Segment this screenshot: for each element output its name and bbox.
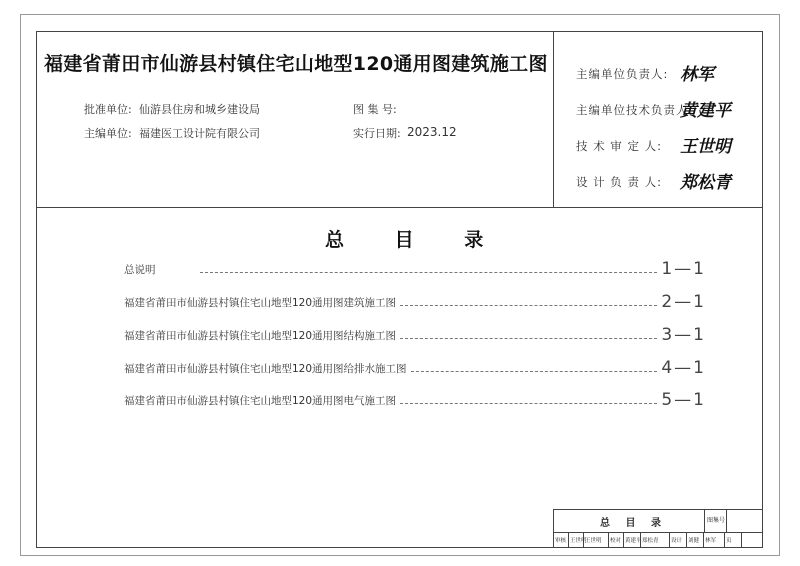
toc-item-text: 总说明 <box>124 263 156 276</box>
title-block-divider <box>704 510 705 532</box>
title-block-cell: 设计 <box>670 532 687 548</box>
toc-heading: 总 目 录 <box>325 229 506 251</box>
signature-divider <box>553 31 554 207</box>
title-block-cell: 页 <box>725 532 742 548</box>
editor-label: 主编单位: <box>84 127 132 140</box>
title-block-cell: 刘健 <box>687 532 704 548</box>
toc-leader <box>400 305 657 306</box>
toc-item <box>124 390 706 410</box>
toc-item-page: 5—1 <box>661 390 706 410</box>
toc-leader <box>411 371 658 372</box>
title-block <box>553 509 763 548</box>
technical-lead-label: 主编单位技术负责人: <box>576 103 694 117</box>
title-block-cell: 黄建平 <box>624 532 641 548</box>
toc-item-page: 2—1 <box>661 292 706 312</box>
toc-leader <box>400 338 657 339</box>
chief-editor-signature: 林军 <box>680 65 714 85</box>
title-block-header <box>554 510 763 533</box>
toc-item-text: 福建省莆田市仙游县村镇住宅山地型120通用图建筑施工图 <box>124 296 397 309</box>
title-block-cell: 王世明 <box>569 532 584 548</box>
technical-reviewer-signature: 王世明 <box>680 137 731 157</box>
toc-item <box>124 325 706 345</box>
atlas-number-label: 图 集 号: <box>353 103 397 116</box>
toc-item-text: 福建省莆田市仙游县村镇住宅山地型120通用图电气施工图 <box>124 394 397 407</box>
toc-leader <box>400 403 657 404</box>
design-lead-label: 设 计 负 责 人: <box>576 175 662 189</box>
toc-item-page: 3—1 <box>661 325 706 345</box>
title-block-title: 总 目 录 <box>600 518 667 529</box>
title-block-cell: 林军 <box>704 532 725 548</box>
toc-item <box>124 358 706 378</box>
header-divider <box>36 207 763 208</box>
effective-date-label: 实行日期: <box>353 127 401 140</box>
toc-item-text: 福建省莆田市仙游县村镇住宅山地型120通用图结构施工图 <box>124 329 397 342</box>
technical-reviewer-label: 技 术 审 定 人: <box>576 139 662 153</box>
title-block-fig-label: 图集号 <box>707 517 726 524</box>
effective-date-value: 2023.12 <box>407 125 457 139</box>
toc-item-page: 4—1 <box>661 358 706 378</box>
toc-item <box>124 292 706 312</box>
approval-label: 批准单位: <box>84 103 132 116</box>
title-block-signoff-row <box>554 532 763 548</box>
chief-editor-label: 主编单位负责人: <box>576 67 669 81</box>
drawing-title: 福建省莆田市仙游县村镇住宅山地型120通用图建筑施工图 <box>44 53 548 75</box>
title-block-cell: 审核 <box>554 532 569 548</box>
toc-item-text: 福建省莆田市仙游县村镇住宅山地型120通用图给排水施工图 <box>124 362 407 375</box>
technical-lead-signature: 黄建平 <box>680 101 731 121</box>
editor-value: 福建医工设计院有限公司 <box>139 127 260 140</box>
toc-item <box>124 259 706 279</box>
title-block-cell: 王世明 <box>584 532 609 548</box>
title-block-cell: 郑松青 <box>641 532 670 548</box>
title-block-divider <box>726 510 727 532</box>
title-block-cell: 校对 <box>609 532 624 548</box>
approval-value: 仙游县住房和城乡建设局 <box>139 103 260 116</box>
design-lead-signature: 郑松青 <box>680 173 731 193</box>
toc-leader <box>200 272 658 273</box>
toc-item-page: 1—1 <box>661 259 706 279</box>
